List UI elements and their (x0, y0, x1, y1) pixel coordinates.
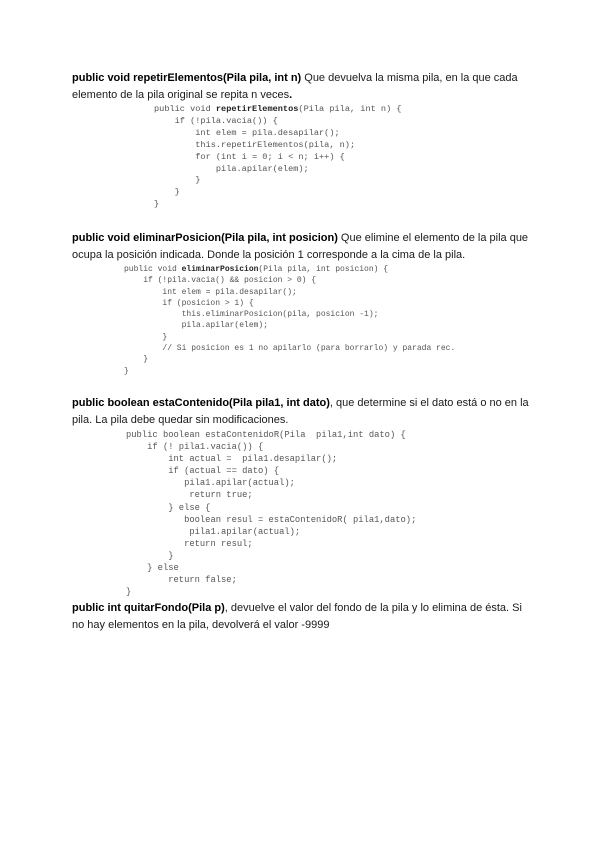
code-line: int elem = pila.desapilar(); (124, 287, 297, 297)
method-signature: public void eliminarPosicion(Pila pila, int posicion) (72, 232, 338, 244)
method-description: Que elimine el elemento de la pila que ocupa la posición indicada. Donde la posición 1 corresponde a la cima de la pila. (72, 232, 529, 261)
code-line: } (154, 199, 160, 210)
code-line: int elem = pila.desapilar(); (154, 127, 340, 138)
method-description: Que devuelva la misma pila, en la que cada elemento de la pila original se repita n veces (72, 72, 518, 101)
code-line: if (! pila1.vacia()) { (126, 442, 264, 453)
trailing-period: . (289, 89, 293, 101)
exercise-eliminar-posicion (72, 230, 532, 264)
code-line: pila1.apilar(actual); (126, 478, 295, 489)
code-line: this.repetirElementos(pila, n); (154, 139, 356, 150)
exercise-esta-contenido (72, 395, 532, 429)
code-line: public void eliminarPosicion(Pila pila, int posicion) { (124, 265, 389, 274)
code-block-repetir-elementos (154, 104, 402, 211)
code-line: } (124, 355, 149, 365)
code-line: pila.apilar(elem); (154, 163, 309, 174)
method-signature: public boolean estaContenido(Pila pila1, int dato) (72, 397, 330, 409)
code-line: } (126, 587, 132, 598)
exercise-repetir-elementos (72, 70, 532, 104)
code-line: // Si posicion es 1 no apilarlo (para borrarlo) y parada rec. (124, 344, 456, 354)
code-line: } else (126, 563, 179, 574)
code-line: if (!pila.vacia() && posicion > 0) { (124, 276, 317, 286)
method-description: , devuelve el valor del fondo de la pila y lo elimina de ésta. Si no hay elementos en la pila, devolverá el valor -9999 (72, 602, 522, 631)
method-signature: public void repetirElementos(Pila pila, int n) (72, 72, 302, 84)
code-line: pila.apilar(elem); (124, 321, 269, 331)
code-line: if (actual == dato) { (126, 466, 280, 477)
code-line: public boolean estaContenidoR(Pila pila1,int dato) { (126, 430, 406, 440)
code-line: pila1.apilar(actual); (126, 526, 301, 537)
code-line: this.eliminarPosicion(pila, posicion -1); (124, 310, 379, 320)
exercise-quitar-fondo (72, 600, 532, 634)
code-line: } (126, 550, 174, 561)
code-line: } (124, 332, 168, 342)
code-line: public void repetirElementos(Pila pila, int n) { (154, 104, 402, 114)
code-line: if (!pila.vacia()) { (154, 115, 278, 126)
code-line: } (154, 187, 180, 198)
code-block-esta-contenido (126, 429, 416, 598)
code-line: } else { (126, 502, 211, 513)
code-line: } (154, 175, 201, 186)
code-line: return true; (126, 490, 253, 501)
code-line: return false; (126, 575, 237, 586)
code-line: int actual = pila1.desapilar(); (126, 454, 338, 465)
code-line: } (124, 366, 129, 376)
method-signature: public int quitarFondo(Pila p) (72, 602, 225, 614)
code-line: if (posicion > 1) { (124, 298, 254, 308)
code-line: for (int i = 0; i < n; i++) { (154, 151, 345, 162)
code-block-eliminar-posicion (124, 264, 455, 377)
code-line: boolean resul = estaContenidoR( pila1,dato); (126, 514, 417, 525)
code-line: return resul; (126, 538, 253, 549)
method-description: , que determine si el dato está o no en la pila. La pila debe quedar sin modificaciones. (72, 397, 529, 426)
